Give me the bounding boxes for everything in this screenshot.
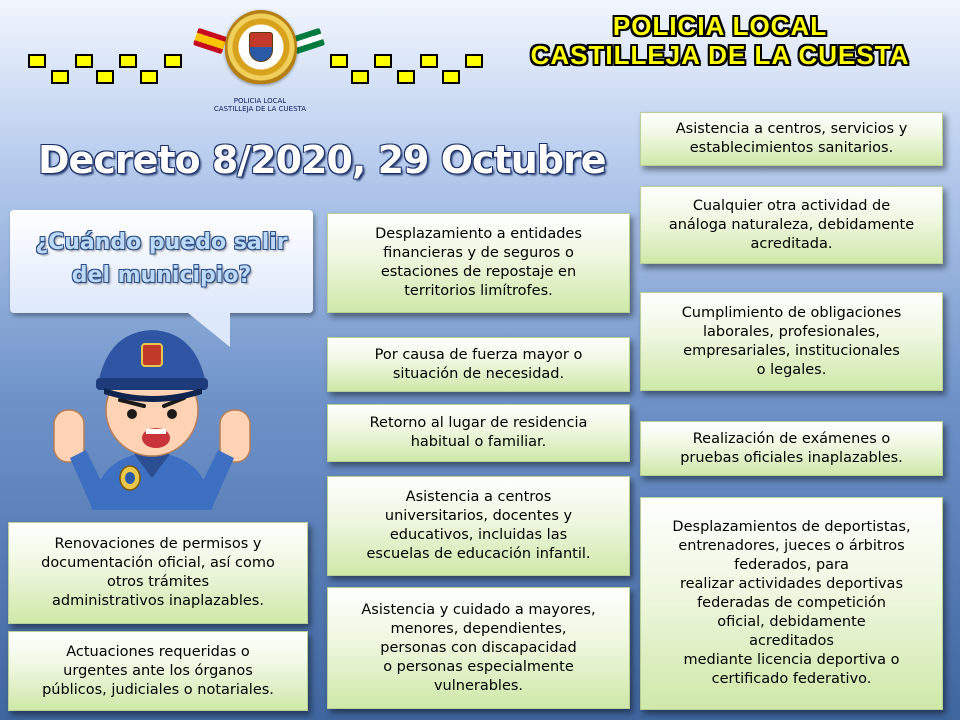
speech-bubble <box>10 210 313 313</box>
question-text: ¿Cuándo puedo salir del municipio? <box>35 230 288 288</box>
emblem-caption-line1: POLICIA LOCAL <box>233 97 287 105</box>
checker-pattern-right <box>326 50 496 90</box>
list-item: Asistencia a centros universitarios, docentes y educativos, incluidas las escuelas de educación infantil. <box>327 476 630 576</box>
list-item: Desplazamiento a entidades financieras y de seguros o estaciones de repostaje en territorios limítrofes. <box>327 213 630 313</box>
list-item: Actuaciones requeridas o urgentes ante los órganos públicos, judiciales o notariales. <box>8 631 308 711</box>
police-officer-illustration <box>52 318 252 510</box>
list-item: Por causa de fuerza mayor o situación de necesidad. <box>327 337 630 392</box>
list-item: Renovaciones de permisos y documentación oficial, así como otros trámites administrativos inaplazables. <box>8 522 308 624</box>
emblem-caption-line2: CASTILLEJA DE LA CUESTA <box>213 105 307 113</box>
page-title: Decreto 8/2020, 29 Octubre <box>38 138 606 182</box>
brand-title-line2: CASTILLEJA DE LA CUESTA <box>530 40 910 70</box>
checker-pattern-left <box>22 50 192 90</box>
emblem-caption <box>170 97 350 113</box>
list-item: Desplazamientos de deportistas, entrenadores, jueces o árbitros federados, para realizar actividades deportivas federadas de competición oficial, debidamente acreditados mediante licencia deportiva o certificado federativo. <box>640 497 943 710</box>
brand-title <box>500 12 940 70</box>
list-item: Cualquier otra actividad de análoga naturaleza, debidamente acreditada. <box>640 186 943 264</box>
list-item: Cumplimiento de obligaciones laborales, profesionales, empresariales, institucionales o legales. <box>640 292 943 391</box>
police-emblem-icon <box>225 10 297 84</box>
list-item: Asistencia y cuidado a mayores, menores, dependientes, personas con discapacidad o personas especialmente vulnerables. <box>327 587 630 709</box>
list-item: Realización de exámenes o pruebas oficiales inaplazables. <box>640 421 943 476</box>
spain-flag-icon <box>193 28 227 54</box>
list-item: Retorno al lugar de residencia habitual o familiar. <box>327 404 630 462</box>
coat-of-arms-icon <box>249 32 273 62</box>
brand-title-line1: POLICIA LOCAL <box>612 11 828 41</box>
list-item: Asistencia a centros, servicios y establecimientos sanitarios. <box>640 112 943 166</box>
